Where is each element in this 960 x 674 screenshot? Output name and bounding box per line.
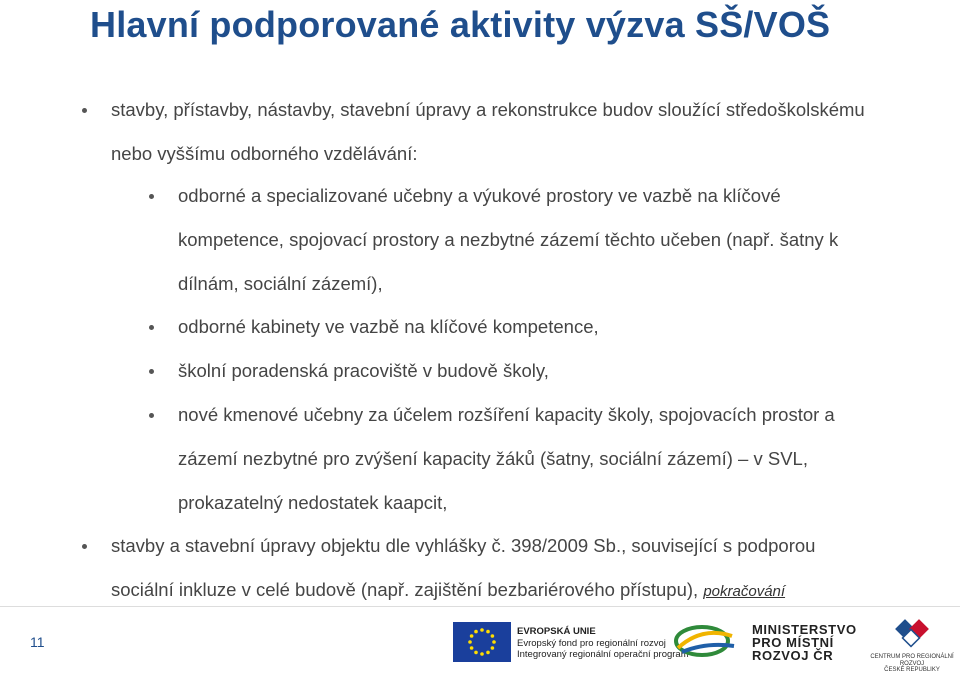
mmr-logo-text (752, 623, 857, 662)
crr-line: CENTRUM PRO REGIONÁLNÍ ROZVOJ (870, 654, 954, 667)
bullet-marker (82, 544, 87, 549)
page-number: 11 (30, 634, 45, 650)
eu-logo-text (517, 626, 689, 661)
sub-bullet-text: odborné a specializované učebny a výukové prostory ve vazbě na klíčové (178, 185, 781, 206)
mmr-logo-icon (672, 622, 742, 660)
continue-link[interactable]: pokračování (703, 583, 786, 600)
crr-logo-text (870, 654, 954, 674)
bullet-marker (149, 194, 154, 199)
sub-bullet-text: kompetence, spojovací prostory a nezbytné zázemí těchto učeben (např. šatny k (178, 229, 839, 250)
bullet-marker (82, 108, 87, 113)
bullet-text: nebo vyššímu odborného vzdělávání: (111, 143, 418, 164)
mmr-line: PRO MÍSTNÍ (752, 635, 834, 650)
bullet-text: stavby a stavební úpravy objektu dle vyhlášky č. 398/2009 Sb., související s podporou (111, 535, 816, 556)
mmr-line: ROZVOJ ČR (752, 648, 834, 663)
mmr-line: MINISTERSTVO (752, 622, 857, 637)
bullet-text (111, 579, 785, 601)
bullet-text: stavby, přístavby, nástavby, stavební úpravy a rekonstrukce budov sloužící středoškolskému (111, 99, 865, 120)
slide-title: Hlavní podporované aktivity výzva SŠ/VOŠ (90, 4, 831, 45)
bullet-text-part: sociální inkluze v celé budově (např. zajištění bezbariérového přístupu), (111, 579, 699, 600)
sub-bullet-text: zázemí nezbytné pro zvýšení kapacity žáků (šatny, sociální zázemí) – v SVL, (178, 448, 808, 469)
bullet-marker (149, 369, 154, 374)
sub-bullet-text: odborné kabinety ve vazbě na klíčové kompetence, (178, 316, 599, 337)
sub-bullet-text: školní poradenská pracoviště v budově školy, (178, 360, 549, 381)
eu-fund: Evropský fond pro regionální rozvoj (517, 637, 666, 649)
sub-bullet-text: dílnám, sociální zázemí), (178, 273, 383, 294)
crr-line: ČESKÉ REPUBLIKY (884, 667, 940, 673)
eu-program: Integrovaný regionální operační program (517, 649, 689, 660)
sub-bullet-text: nové kmenové učebny za účelem rozšíření kapacity školy, spojovacích prostor a (178, 404, 835, 425)
bullet-marker (149, 413, 154, 418)
eu-flag-icon (453, 622, 511, 662)
sub-bullet-text: prokazatelný nedostatek kaapcit, (178, 492, 448, 513)
bullet-marker (149, 325, 154, 330)
eu-name: EVROPSKÁ UNIE (517, 626, 596, 637)
